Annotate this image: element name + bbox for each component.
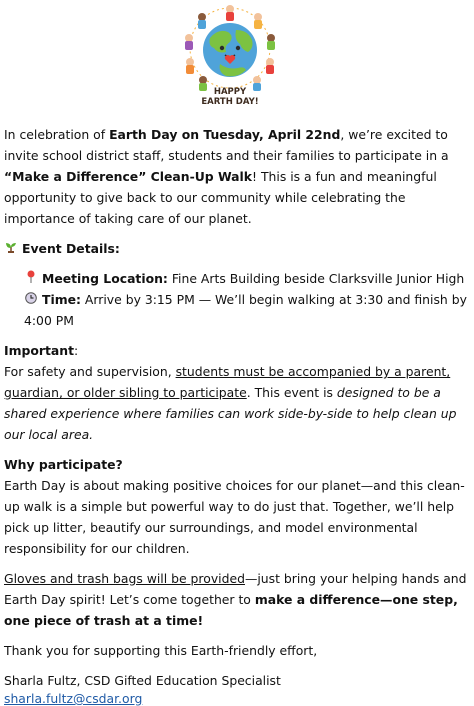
intro-text: , we’re excited to invite school district staff, students and their families to participate in a (4, 127, 449, 163)
meeting-location (4, 268, 472, 289)
signature-name: Sharla Fultz, CSD Gifted Education Specialist (4, 673, 281, 688)
earth-day-logo (170, 2, 290, 120)
event-details-title: Event Details: (22, 241, 120, 256)
important-heading (4, 340, 472, 361)
important-text: For safety and supervision, (4, 364, 176, 379)
why-heading (4, 454, 472, 475)
important-text: . This event is (246, 385, 337, 400)
location-value: Fine Arts Building beside Clarksville Junior High (167, 271, 465, 286)
important-colon: : (74, 343, 79, 358)
flyer-body (4, 124, 472, 706)
logo-caption-line1: HAPPY (213, 87, 247, 97)
supervision-requirement: students must be accompanied by a parent, guardian, or older sibling to participate (4, 364, 451, 400)
important-paragraph (4, 361, 472, 445)
important-emphasis: designed to be a shared experience where families can work side-by-side to help clean up our local area. (4, 385, 457, 442)
event-date: Earth Day on Tuesday, April 22nd (109, 127, 341, 142)
important-title: Important (4, 343, 75, 358)
intro-text: In celebration of (4, 127, 110, 142)
logo-caption (170, 87, 290, 107)
intro-text: ! This is a fun and meaningful opportunity to give back to our community while celebrating the importance of taking care of our planet. (4, 169, 437, 226)
call-to-action: make a difference—one step, one piece of trash at a time! (4, 592, 458, 628)
thanks-line: Thank you for supporting this Earth-friendly effort, (4, 643, 318, 658)
event-details-heading (4, 238, 472, 259)
email-link[interactable]: sharla.fultz@csdar.org (4, 691, 143, 706)
time-value: Arrive by 3:15 PM — We’ll begin walking at 3:30 and finish by 4:00 PM (24, 292, 467, 328)
supplies-provided: Gloves and trash bags will be provided (4, 571, 245, 586)
seedling-icon (4, 238, 18, 259)
map-pin-icon (24, 268, 38, 289)
event-name: “Make a Difference” Clean-Up Walk (4, 169, 253, 184)
gloves-text: —just bring your helping hands and Earth Day spirit! Let’s come together to (4, 571, 467, 607)
logo-caption-line2: EARTH DAY! (201, 97, 259, 107)
clock-icon (24, 289, 38, 310)
signature-email-line (4, 691, 472, 706)
why-title: Why participate? (4, 457, 123, 472)
event-time (4, 289, 472, 331)
time-label: Time: (42, 292, 81, 307)
intro-paragraph (4, 124, 472, 229)
gloves-paragraph (4, 568, 472, 631)
why-paragraph: Earth Day is about making positive choices for our planet—and this clean-up walk is a simple but powerful way to do just that. Together, we’ll help pick up litter, beautify our surroundings, and model environmental responsibility for our children. (4, 478, 465, 556)
location-label: Meeting Location: (42, 271, 168, 286)
